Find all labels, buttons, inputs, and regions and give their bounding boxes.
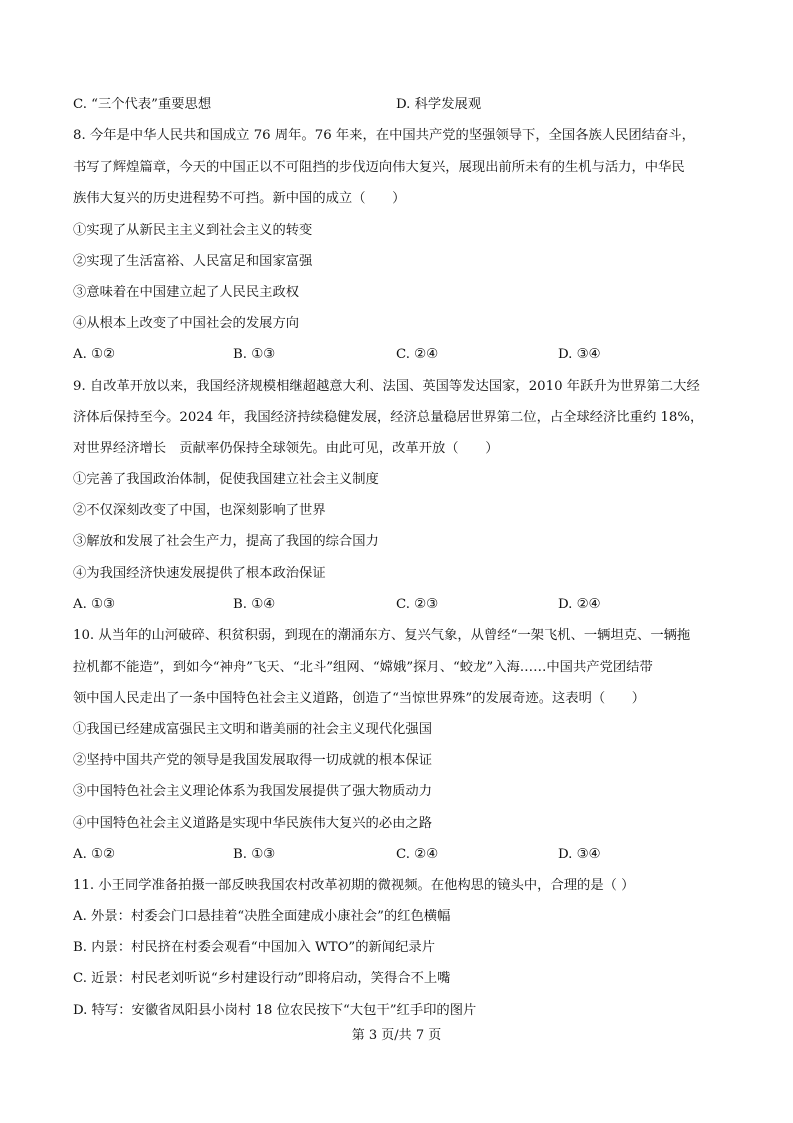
page-footer: 第 3 页/共 7 页 — [351, 1028, 442, 1043]
q9-statement-1: ①完善了我国政治体制，促使我国建立社会主义制度 — [73, 472, 379, 487]
q9-statement-2: ②不仅深刻改变了中国，也深刻影响了世界 — [73, 503, 326, 518]
q10-statement-3: ③中国特色社会主义理论体系为我国发展提供了强大物质动力 — [73, 784, 433, 799]
q10-statement-1: ①我国已经建成富强民主文明和谐美丽的社会主义现代化强国 — [73, 722, 433, 737]
q8-choice-b: B. ①③ — [233, 347, 276, 362]
q9-choice-b: B. ①④ — [233, 597, 276, 612]
q8-statement-2: ②实现了生活富裕、人民富足和国家富强 — [73, 254, 313, 269]
q9-stem-line-3: 对世界经济增长 贡献率仍保持全球领先。由此可见，改革开放（ ） — [73, 441, 499, 456]
option-c-top: C. “三个代表”重要思想 — [73, 97, 212, 112]
q8-stem-line-1: 8. 今年是中华人民共和国成立 76 周年。76 年来，在中国共产党的坚强领导下，全国各族人民团结奋斗， — [73, 128, 695, 143]
q9-statement-4: ④为我国经济快速发展提供了根本政治保证 — [73, 566, 326, 581]
q9-stem-line-1: 9. 自改革开放以来，我国经济规模相继超越意大利、法国、英国等发达国家，2010 年跃升为世界第二大经 — [73, 379, 700, 394]
q9-choice-a: A. ①③ — [73, 597, 115, 612]
q11-option-b: B. 内景：村民挤在村委会观看“中国加入 WTO”的新闻纪录片 — [73, 940, 436, 955]
q8-statement-1: ①实现了从新民主主义到社会主义的转变 — [73, 223, 313, 238]
q10-stem-line-3: 领中国人民走出了一条中国特色社会主义道路，创造了“当惊世界殊”的发展奇迹。这表明（ ） — [73, 691, 646, 706]
q9-statement-3: ③解放和发展了社会生产力，提高了我国的综合国力 — [73, 534, 379, 549]
q9-choice-c: C. ②③ — [396, 597, 438, 612]
q10-choice-c: C. ②④ — [396, 847, 438, 862]
q10-choice-b: B. ①③ — [233, 847, 276, 862]
q9-choice-d: D. ②④ — [558, 597, 601, 612]
q8-choice-c: C. ②④ — [396, 347, 438, 362]
q8-stem-line-2: 书写了辉煌篇章，今天的中国正以不可阻挡的步伐迈向伟大复兴，展现出前所未有的生机与活力，中华民 — [73, 160, 685, 175]
q9-stem-line-2: 济体后保持至今。2024 年，我国经济持续稳健发展，经济总量稳居世界第二位，占全球经济比重约 18%， — [73, 410, 704, 425]
q10-choice-d: D. ③④ — [558, 847, 601, 862]
option-d-top: D. 科学发展观 — [396, 97, 482, 112]
q8-statement-3: ③意味着在中国建立起了人民民主政权 — [73, 285, 300, 300]
q8-choice-d: D. ③④ — [558, 347, 601, 362]
q8-choice-a: A. ①② — [73, 347, 115, 362]
q10-stem-line-2: 拉机都不能造”，到如今“神舟”飞天、“北斗”组网、“嫦娥”探月、“蛟龙”入海……中国共产党团结带 — [73, 660, 653, 675]
q11-option-d: D. 特写：安徽省凤阳县小岗村 18 位农民按下“大包干”红手印的图片 — [73, 1003, 477, 1018]
q10-statement-2: ②坚持中国共产党的领导是我国发展取得一切成就的根本保证 — [73, 753, 433, 768]
q11-option-c: C. 近景：村民老刘听说“乡村建设行动”即将启动，笑得合不上嘴 — [73, 971, 451, 986]
q11-stem: 11. 小王同学准备拍摄一部反映我国农村改革初期的微视频。在他构思的镜头中，合理的是（ ） — [73, 878, 635, 893]
q8-statement-4: ④从根本上改变了中国社会的发展方向 — [73, 316, 300, 331]
q10-choice-a: A. ①② — [73, 847, 115, 862]
q10-statement-4: ④中国特色社会主义道路是实现中华民族伟大复兴的必由之路 — [73, 816, 433, 831]
q11-option-a: A. 外景：村委会门口悬挂着“决胜全面建成小康社会”的红色横幅 — [73, 909, 451, 924]
q8-stem-line-3: 族伟大复兴的历史进程势不可挡。新中国的成立（ ） — [73, 191, 406, 206]
q10-stem-line-1: 10. 从当年的山河破碎、积贫积弱，到现在的潮涌东方、复兴气象，从曾经“一架飞机、一辆坦克、一辆拖 — [73, 628, 691, 643]
